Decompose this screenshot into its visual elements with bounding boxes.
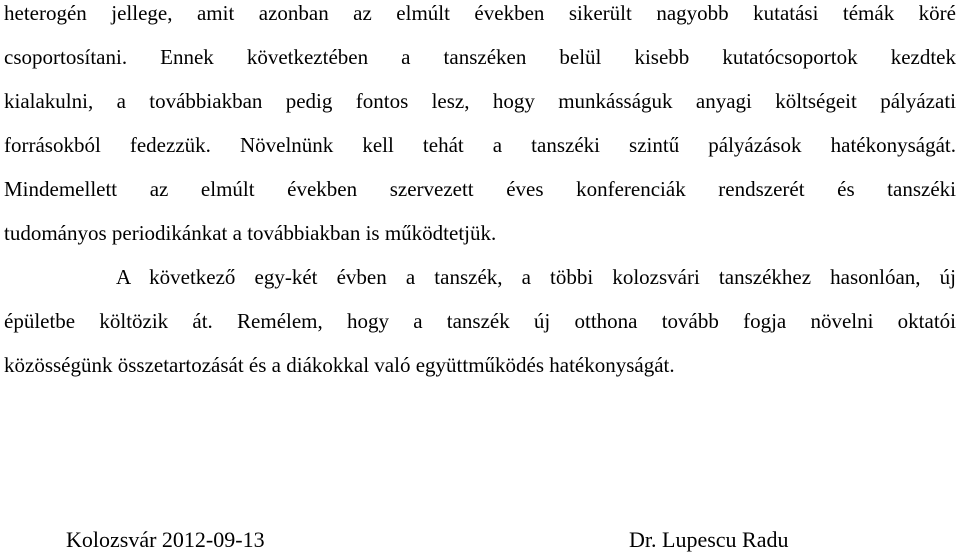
text-line-9: közösségünk összetartozását és a diákokkal való együttműködés hatékonyságát. [4, 353, 675, 377]
text-line-4: forrásokból fedezzük. Növelnünk kell tehát a tanszéki szintű pályázások hatékonyságát. [4, 133, 956, 157]
text-line-7: A következő egy-két évben a tanszék, a többi kolozsvári tanszékhez hasonlóan, új [116, 265, 956, 289]
text-line-1: heterogén jellege, amit azonban az elmúlt években sikerült nagyobb kutatási témák köré [4, 1, 956, 25]
signature-name: Dr. Lupescu Radu [629, 527, 789, 552]
place-date: Kolozsvár 2012-09-13 [66, 527, 265, 552]
text-line-6: tudományos periodikánkat a továbbiakban is működtetjük. [4, 221, 497, 245]
text-line-2: csoportosítani. Ennek következtében a tanszéken belül kisebb kutatócsoportok kezdtek [4, 45, 956, 69]
text-line-3: kialakulni, a továbbiakban pedig fontos lesz, hogy munkásságuk anyagi költségeit pályázati [4, 89, 956, 113]
text-line-8: épületbe költözik át. Remélem, hogy a tanszék új otthona tovább fogja növelni oktatói [4, 309, 956, 333]
text-line-5: Mindemellett az elmúlt években szervezett éves konferenciák rendszerét és tanszéki [4, 177, 956, 201]
